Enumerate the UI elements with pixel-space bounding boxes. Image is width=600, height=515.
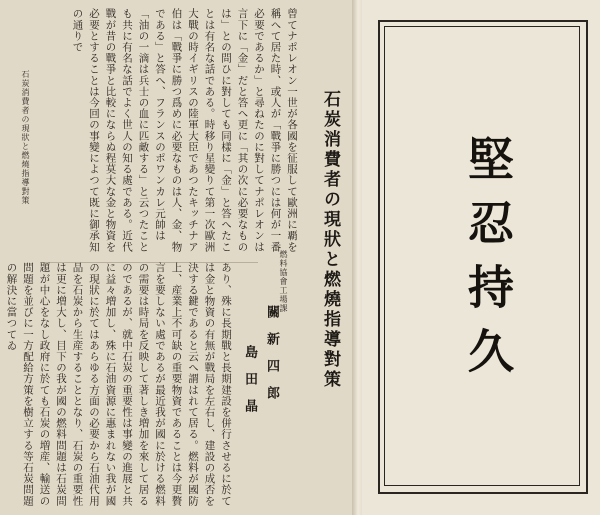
author-name-1: 關新四郎 [264,305,279,413]
body-paragraph-lower: あり、殊に長期戰と長期建設を併行させるに於ては金と物資の有無が戰局を左右し、建設の成否を決する鍵であると云へ謂はれて居る。燃料が國防上、産業上不可缺の重要物資であることは今更贅言を要しない處であるが最近我が國に於ける燃料の需要は時局を反映して著しき増加を來して居るのであるが、就中石炭の重要性は事變の進展と共に益々増加し、殊に石油資源に惠まれない我が國の現狀に於てはあらゆる方面の必要から石油代用品を石炭から生産することとなり、石炭の重要性は更に増大し、目下の我が國の燃料問題は石炭問題が中心をなし政府に於ても石炭の増産、輸送の問題を並びに一方配給方策を樹立する等石炭問題の解決に當つてゐ [5,262,232,507]
body-text-lower [5,262,234,512]
main-title: 堅忍持久 [461,135,515,391]
running-head: 石炭消費者の現狀と燃燒指導對策 [21,70,30,205]
body-paragraph-upper: 曾てナポレオン一世が各國を征服して歐洲に覇を稱へて居た時、或人が「戰爭に勝つには何が一番必要であるか」と尋ねたのに對してナポレオンは言下に「金」だと答へ更に「其の次に必要なものは」との問ひに對しても同樣に「金」と答へたことは有名な話である。時移り星變りて第一次歐洲大戰の時イギリスの陸軍大臣であつたキッチナア伯は「戰爭に勝つ爲めに必要なものは人、金、物である」と答へ、フランスのポワンカレ元帥は「油の一滴は兵士の血に匹敵する」と云つたことも共に有名な話でよく世人の知る處である。近代戰が昔の戰爭と比較にならぬ程莫大な金と物資を必要とすることは今回の事變によつて既に御承知の通りで [71,8,298,253]
author-affiliation: 燃料協會工場課 [279,250,288,313]
body-text-upper [60,8,300,263]
author-name-2: 島田晶 [242,345,257,426]
article-title: 石炭消費者の現狀と燃燒指導對策 [320,90,340,390]
page-fold [352,0,362,515]
